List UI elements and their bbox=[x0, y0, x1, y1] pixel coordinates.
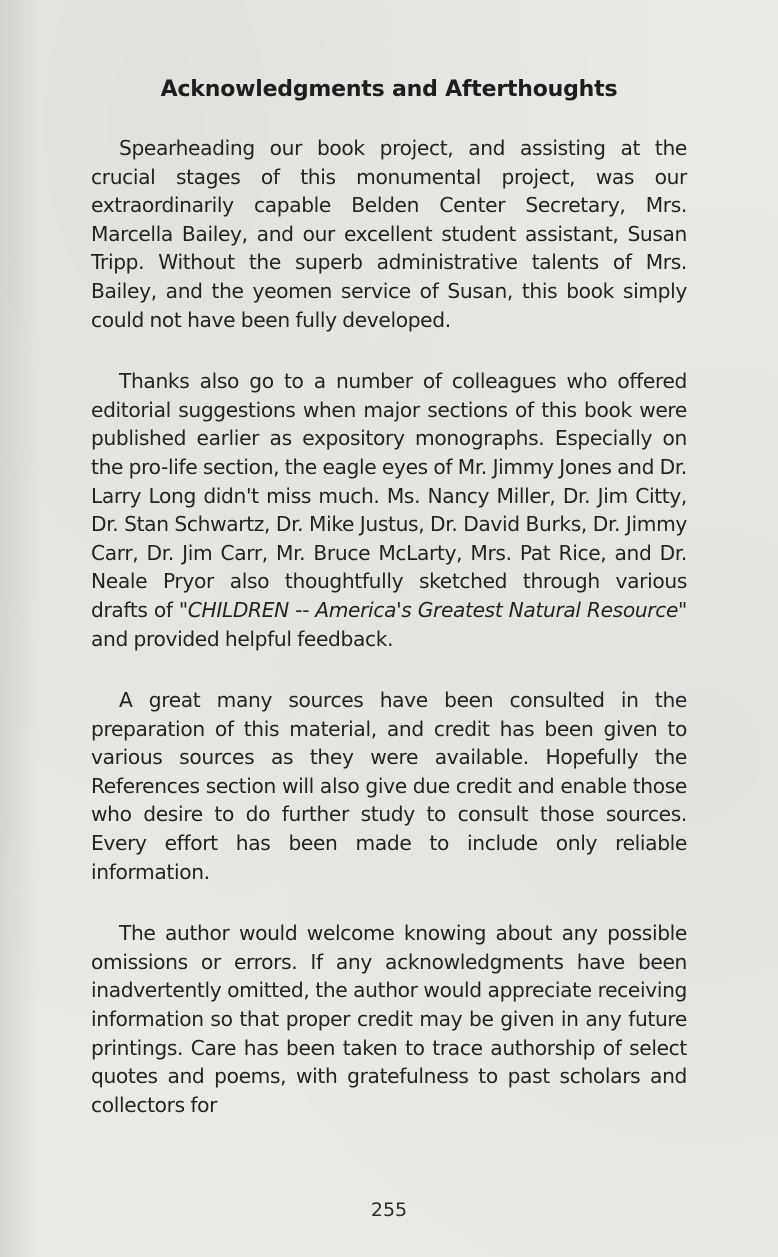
page-content bbox=[91, 76, 687, 1152]
page-number: 255 bbox=[370, 1199, 408, 1221]
paragraph-colleague-thanks-end: and provided helpful feedback. bbox=[91, 626, 394, 651]
paragraph-staff-thanks: Spearheading our book project, and assisting at the crucial stages of this monumental project, was our extraordinarily capable Belden Center Secretary, Mrs. Marcella Bailey, and our excellent student assistant, Susan Tripp. Without the superb administrative talents of Mrs. Bailey, and the yeomen service of Susan, this book simply could not have been fully developed. bbox=[91, 136, 687, 332]
paragraph-omissions: The author would welcome knowing about any possible omissions or errors. If any acknowledgments have been inadvertently omitted, the author would appreciate receiving information so that proper credit may be given in any future printings. Care has been taken to trace authorship of select quotes and poems, with gratefulness to past scholars and collectors for bbox=[91, 921, 687, 1117]
paragraph-colleague-thanks-text: Thanks also go to a number of colleagues who offered editorial suggestions when major sections of this book were published earlier as expository monographs. Especially on the pro-life section, the eagle eyes of Mr. Jimmy Jones and Dr. Larry Long didn't miss much. Ms. Nancy Miller, Dr. Jim Citty, Dr. Stan Schwartz, Dr. Mike Justus, Dr. David Burks, Dr. Jimmy Carr, Dr. Jim Carr, Mr. Bruce McLarty, Mrs. Pat Rice, and Dr. Neale Pryor also thoughtfully sketched through various drafts of bbox=[91, 369, 687, 622]
paragraph-colleague-thanks bbox=[91, 367, 687, 653]
book-title-italic: "CHILDREN -- America's Greatest Natural Resource" bbox=[178, 597, 687, 622]
paragraph-sources: A great many sources have been consulted in the preparation of this material, and credit has been given to various sources as they were available. Hopefully the References section will also give due credit and enable those who desire to do further study to consult those sources. Every effort has been made to include only reliable information. bbox=[91, 688, 687, 884]
page-title: Acknowledgments and Afterthoughts bbox=[160, 77, 618, 102]
